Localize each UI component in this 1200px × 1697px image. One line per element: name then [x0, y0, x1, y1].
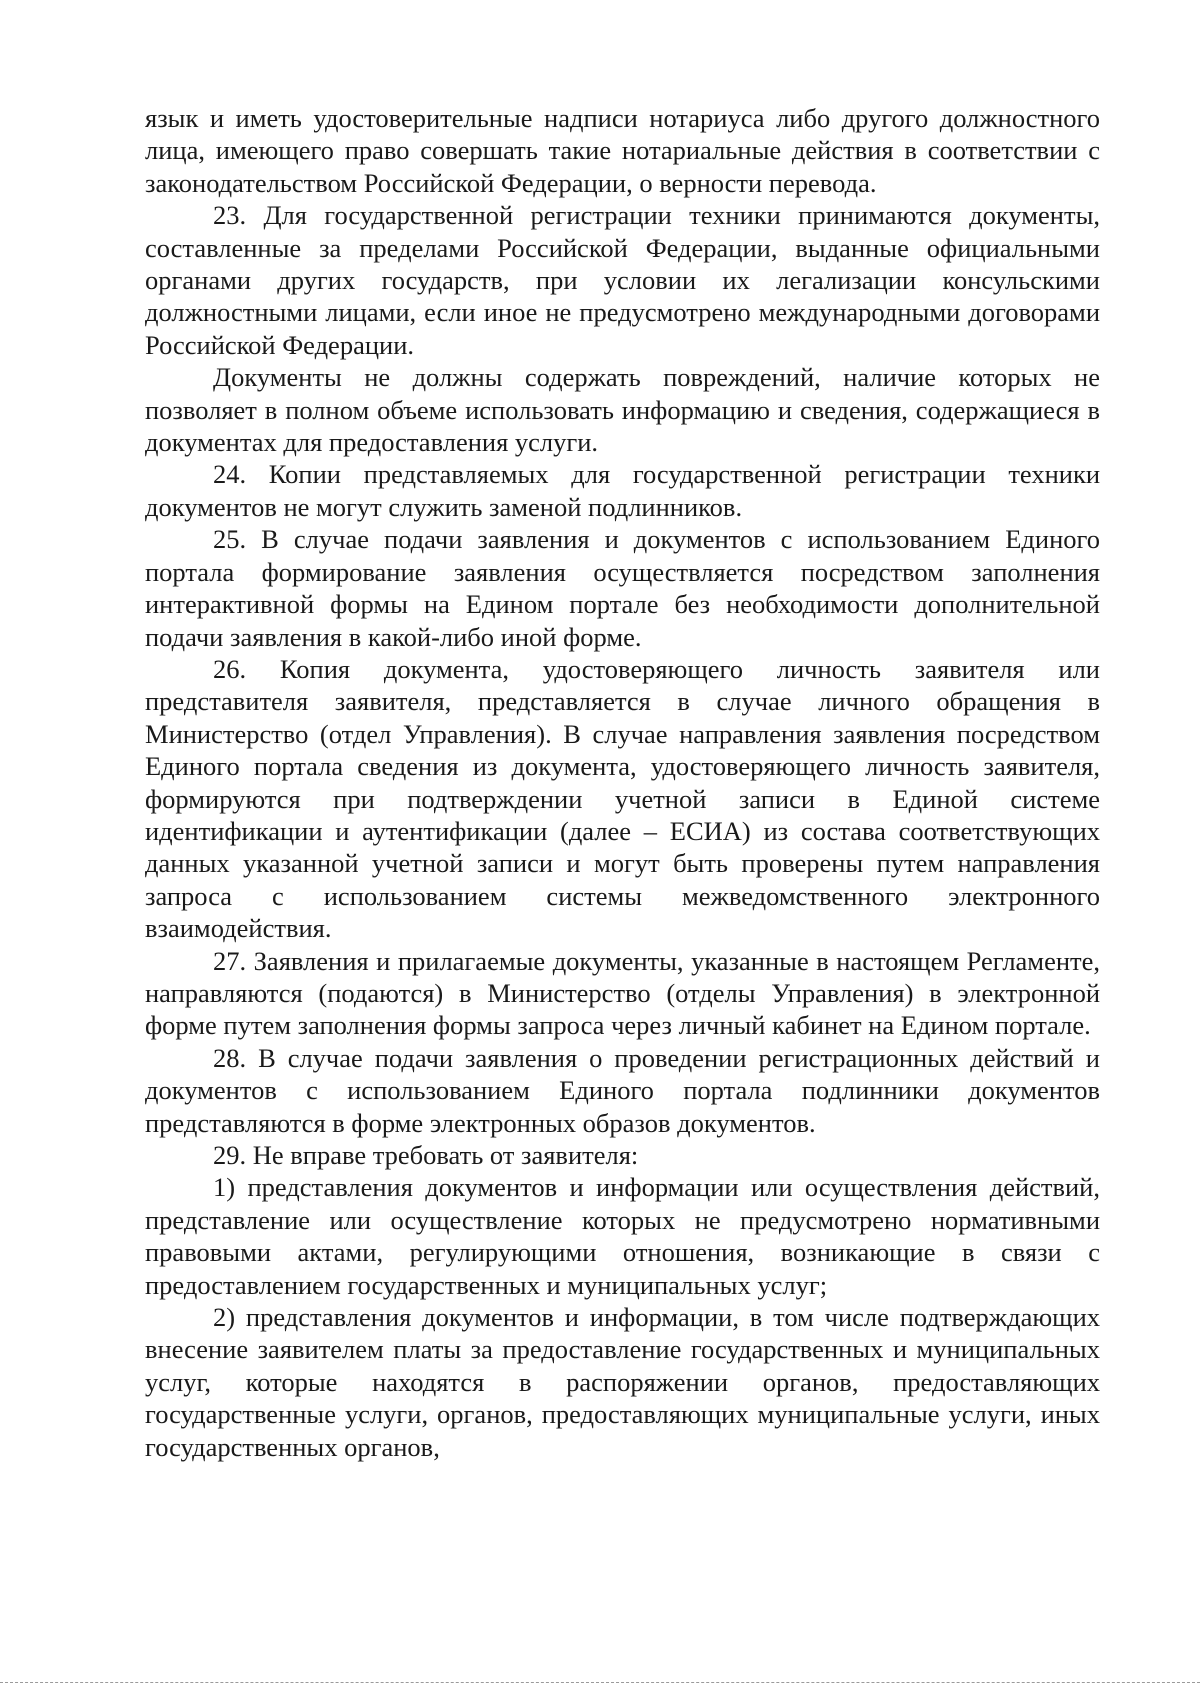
list-item-1: 1) представления документов и информации или осуществления действий, представление или осуществление которых не предусмотрено нормативными правовыми актами, регулирующими отношения, возникающие в связи с предоставлением государственных и муниципальных услуг; — [145, 1172, 1100, 1300]
paragraph-item-28: 28. В случае подачи заявления о проведении регистрационных действий и документов с использованием Единого портала подлинники документов представляются в форме электронных образов документов. — [145, 1042, 1100, 1138]
paragraph-item-25: 25. В случае подачи заявления и документов с использованием Единого портала формирование заявления осуществляется посредством заполнения интерактивной формы на Едином портале без необходимости дополнительной подачи заявления в какой-либо иной форме. — [145, 524, 1100, 652]
paragraph-item-24: 24. Копии представляемых для государственной регистрации техники документов не могут служить заменой подлинников. — [145, 459, 1100, 522]
paragraph-item-27: 27. Заявления и прилагаемые документы, указанные в настоящем Регламенте, направляются (подаются) в Министерство (отделы Управления) в электронной форме путем заполнения формы запроса через личный кабинет на Едином портале. — [145, 945, 1100, 1041]
paragraph-documents-damage: Документы не должны содержать повреждений, наличие которых не позволяет в полном объеме использовать информацию и сведения, содержащиеся в документах для предоставления услуги. — [145, 362, 1100, 458]
document-body — [145, 102, 1100, 1463]
scan-bottom-edge — [0, 1682, 1200, 1683]
paragraph-item-26: 26. Копия документа, удостоверяющего личность заявителя или представителя заявителя, представляется в случае личного обращения в Министерство (отдел Управления). В случае направления заявления посредством Единого портала сведения из документа, удостоверяющего личность заявителя, формируются при подтверждении учетной записи в Единой системе идентификации и аутентификации (далее – ЕСИА) из состава соответствующих данных указанной учетной записи и могут быть проверены путем направления запроса с использованием системы межведомственного электронного взаимодействия. — [145, 653, 1100, 944]
paragraph-item-23: 23. Для государственной регистрации техники принимаются документы, составленные за пределами Российской Федерации, выданные официальными органами других государств, при условии их легализации консульскими должностными лицами, если иное не предусмотрено международными договорами Российской Федерации. — [145, 200, 1100, 360]
list-item-2: 2) представления документов и информации, в том числе подтверждающих внесение заявителем платы за предоставление государственных и муниципальных услуг, которые находятся в распоряжении органов, предоставляющих государственные услуги, органов, предоставляющих муниципальные услуги, иных государственных органов, — [145, 1302, 1100, 1462]
paragraph-item-29: 29. Не вправе требовать от заявителя: — [213, 1140, 639, 1170]
paragraph-translation-continuation: язык и иметь удостоверительные надписи нотариуса либо другого должностного лица, имеющего право совершать такие нотариальные действия в соответствии с законодательством Российской Федерации, о верности перевода. — [145, 103, 1100, 198]
